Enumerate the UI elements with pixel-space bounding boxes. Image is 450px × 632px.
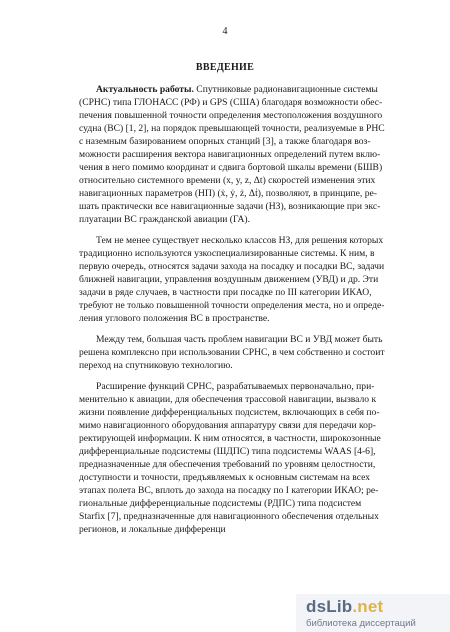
text-line: решена комплексно при использовании СРНС, в чем собственно и состоит xyxy=(79,347,385,358)
text-line: с наземным базированием опорных станций [3], а также благодаря воз- xyxy=(79,136,371,147)
text-line: дифференциальные подсистемы (ШДПС) типа подсистемы WAAS [4-6], xyxy=(79,446,376,457)
text-line: этапах полета ВС, вплоть до захода на посадку по I категории ИКАО; ре- xyxy=(79,485,379,496)
text-line: мимо навигационного оборудования аппаратуру связи для передачи кор- xyxy=(79,420,376,431)
text-line: ления углового положения ВС в пространстве. xyxy=(79,313,270,324)
text-line: предназначенные для обеспечения требований по уровням целостности, xyxy=(79,459,376,470)
text-line: регионов, и локальные дифференци xyxy=(79,524,226,535)
text-line: Актуальность работы. Спутниковые радионавигационные системы xyxy=(96,84,378,95)
text-line: первую очередь, относятся задачи захода на посадку и посадки ВС, задачи xyxy=(79,261,385,272)
text-line: плуатации ВС гражданской авиации (ГА). xyxy=(79,214,251,225)
text-line: можности расширения вектора навигационных определений путем вклю- xyxy=(79,149,381,160)
text-line: доступности и точности, предъявляемых к основным системам на всех xyxy=(79,472,371,483)
text-line: чения в него помимо координат и сдвига бортовой шкалы времени (БШВ) xyxy=(79,162,383,173)
text-line: ближней навигации, управления воздушным движением (УВД) и др. Эти xyxy=(79,274,379,285)
paragraph-differential xyxy=(79,380,411,536)
text-line: менительно к авиации, для обеспечения трассовой навигации, вызвало к xyxy=(79,394,377,405)
text-line: шать практически все навигационные задачи (НЗ), возникающие при экс- xyxy=(79,201,381,212)
watermark-logo xyxy=(296,594,450,632)
text-line: ректирующей информации. К ним относятся, в частности, широкозонные xyxy=(79,433,381,444)
text-line: переход на спутниковую технологию. xyxy=(79,360,233,371)
text-line: Между тем, большая часть проблем навигации ВС и УВД может быть xyxy=(96,334,383,345)
document-body xyxy=(79,83,411,536)
watermark-subtitle: библиотека диссертаций xyxy=(306,618,416,629)
text-line: печения повышенной точности определения местоположения воздушного xyxy=(79,110,383,121)
text-line: жизни появление дифференциальных подсистем, включающих в себя по- xyxy=(79,407,380,418)
text-line: Starfix [7], предназначенные для навигационного обеспечения отдельных xyxy=(79,511,379,522)
text-line: относительно системного времени (x, y, z, Δt) скоростей изменения этих xyxy=(79,175,376,186)
text-line: (СРНС) типа ГЛОНАСС (РФ) и GPS (США) благодаря возможности обес- xyxy=(79,97,383,108)
text-line: Тем не менее существует несколько классов НЗ, для решения которых xyxy=(96,235,384,246)
text-line: гиональные дифференциальные подсистемы (РДПС) типа подсистем xyxy=(79,498,362,509)
text-line: требуют не только повышенной точности определения места, но и опреде- xyxy=(79,300,385,311)
relevance-lead: Актуальность работы. xyxy=(96,84,194,95)
text-line: судна (ВС) [1, 2], на порядок превышающей точности, реализуемые в РНС xyxy=(79,123,385,134)
text-line: традиционно используются узкоспециализированные системы. К ним, в xyxy=(79,248,375,259)
text-line: задачи в ряде случаев, в частности при посадке по III категории ИКАО, xyxy=(79,287,372,298)
watermark-brand: dsLib.net xyxy=(306,597,384,616)
paragraph-transition xyxy=(79,333,411,372)
text-line: Расширение функций СРНС, разрабатываемых первоначально, при- xyxy=(96,381,375,392)
paragraph-special-tasks xyxy=(79,234,411,325)
page-heading: ВВЕДЕНИЕ xyxy=(195,62,255,73)
paragraph-relevance xyxy=(79,83,411,226)
text-line: навигационных параметров (НП) (ẋ, ẏ, ż, Δṫ), позволяют, в принципе, ре- xyxy=(79,188,377,199)
page-number: 4 xyxy=(222,26,228,37)
